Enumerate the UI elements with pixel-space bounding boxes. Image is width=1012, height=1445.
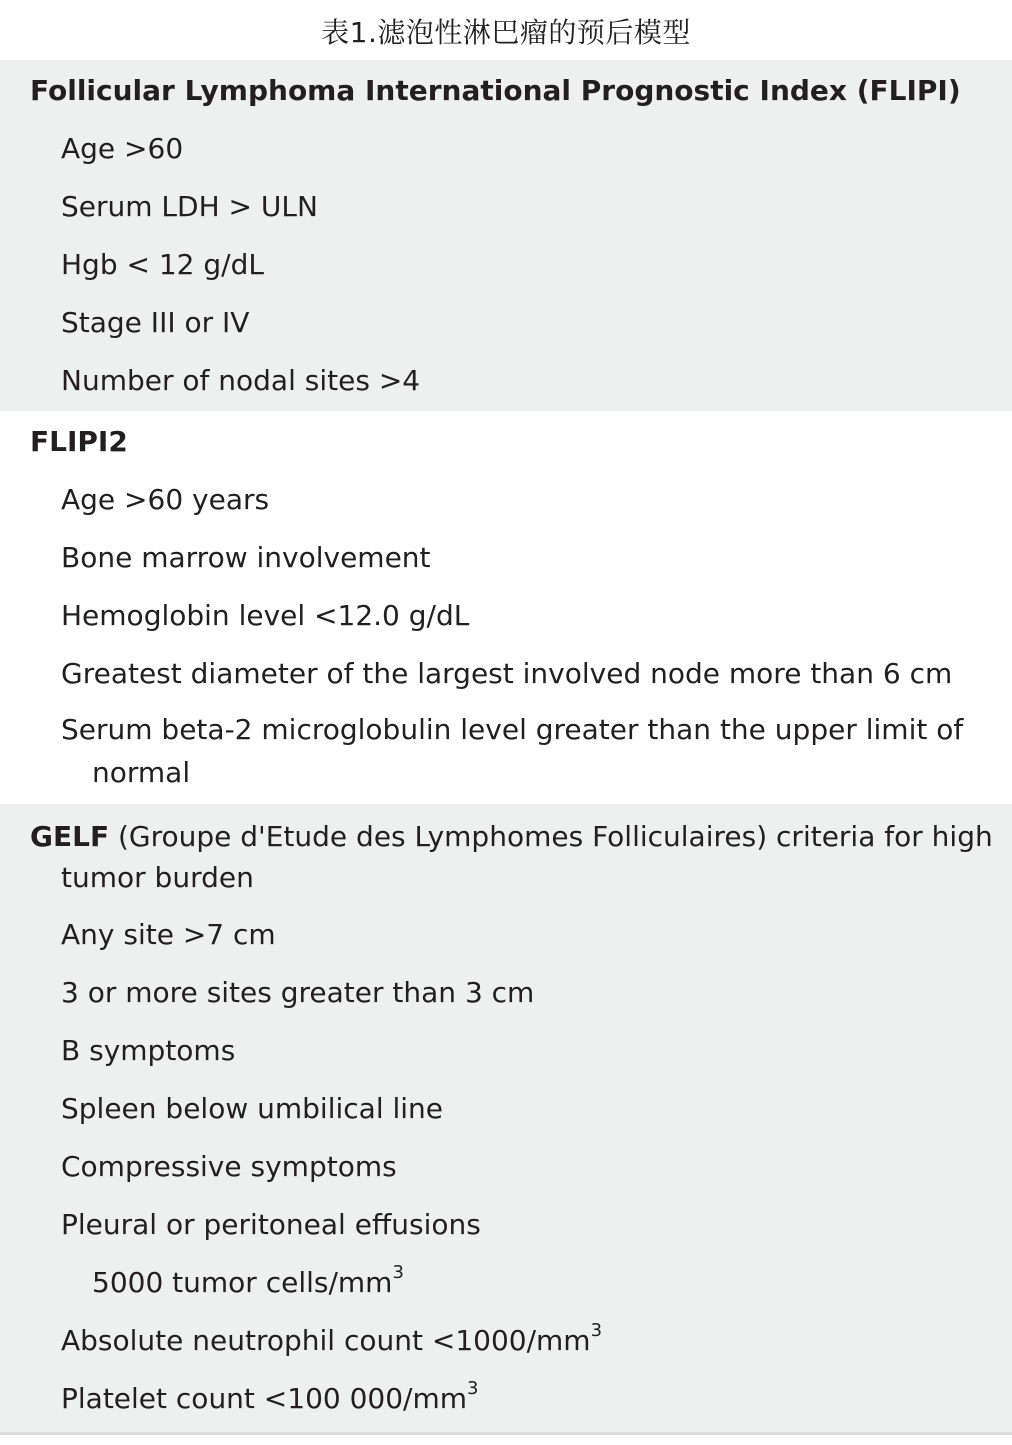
flipi2-item-marrow: Bone marrow involvement	[61, 541, 431, 574]
gelf-item-platelet	[0, 1368, 1012, 1426]
gelf-item-b-symptoms: B symptoms	[61, 1034, 236, 1067]
flipi2-item-diameter: Greatest diameter of the largest involved node more than 6 cm	[61, 657, 953, 690]
superscript-3: 3	[392, 1262, 404, 1283]
gelf-platelet-text: Platelet count <100 000/mm	[61, 1382, 468, 1415]
gelf-anc-text: Absolute neutrophil count <1000/mm	[61, 1324, 591, 1357]
gelf-item-spleen: Spleen below umbilical line	[61, 1092, 444, 1125]
flipi-section	[0, 60, 1012, 411]
flipi-item-hgb: Hgb < 12 g/dL	[61, 248, 264, 281]
gelf-item-effusions: Pleural or peritoneal effusions	[61, 1208, 481, 1241]
flipi-header: Follicular Lymphoma International Prognostic Index (FLIPI)	[30, 74, 961, 107]
flipi2-header: FLIPI2	[30, 425, 128, 458]
flipi2-item-b2m-cont: normal	[92, 756, 191, 789]
gelf-item-three-sites: 3 or more sites greater than 3 cm	[61, 976, 535, 1009]
gelf-section	[0, 804, 1012, 1432]
table-title: 表1.滤泡性淋巴瘤的预后模型	[321, 16, 691, 49]
flipi-item-stage: Stage III or IV	[61, 306, 250, 339]
gelf-item-site: Any site >7 cm	[61, 918, 276, 951]
gelf-tumor-cells-text: 5000 tumor cells/mm	[92, 1266, 393, 1299]
table-bottom-rule	[0, 1432, 1012, 1435]
flipi2-section	[0, 411, 1012, 804]
flipi-item-ldh: Serum LDH > ULN	[61, 190, 318, 223]
flipi2-item-b2m: Serum beta-2 microglobulin level greater than the upper limit of	[61, 713, 964, 746]
gelf-header-rest: (Groupe d'Etude des Lymphomes Folliculaires) criteria for high	[109, 820, 993, 853]
superscript-3: 3	[590, 1320, 603, 1341]
flipi-item-age: Age >60	[61, 132, 184, 165]
gelf-item-compressive: Compressive symptoms	[61, 1150, 397, 1183]
gelf-item-tumor-cells	[0, 1252, 1012, 1310]
flipi2-item-age: Age >60 years	[61, 483, 270, 516]
gelf-header-cont: tumor burden	[61, 861, 254, 894]
gelf-header	[0, 804, 1012, 858]
flipi2-item-hemoglobin: Hemoglobin level <12.0 g/dL	[61, 599, 470, 632]
gelf-header-bold: GELF	[30, 820, 110, 853]
gelf-item-anc	[0, 1310, 1012, 1368]
flipi-item-nodal: Number of nodal sites >4	[61, 364, 421, 397]
superscript-3: 3	[467, 1378, 479, 1399]
